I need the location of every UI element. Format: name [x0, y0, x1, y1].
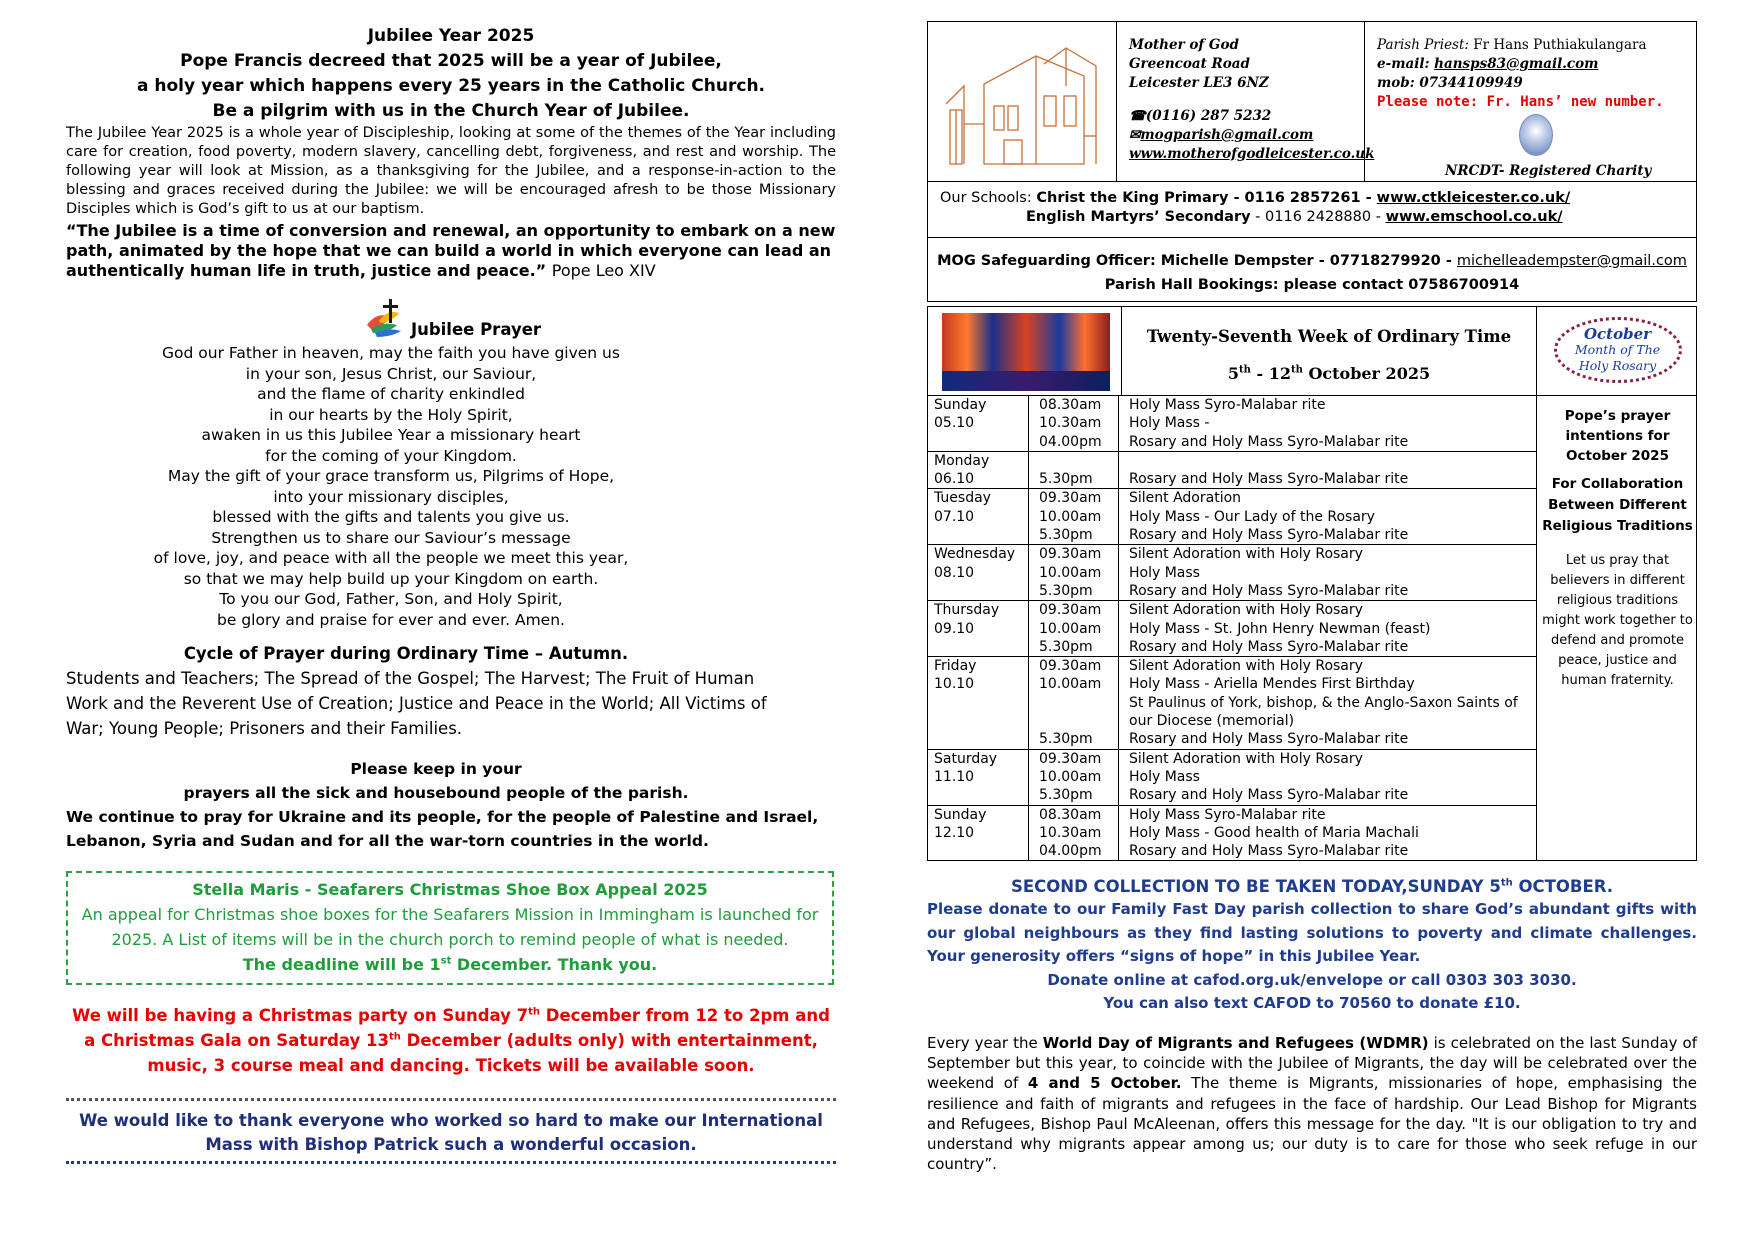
mass-time: 09.30am — [1039, 490, 1102, 507]
prayer-line: awaken in us this Jubilee Year a missionary heart — [201, 426, 581, 444]
mass-event: Rosary and Holy Mass Syro-Malabar rite — [1129, 787, 1409, 804]
prayer-line: in your son, Jesus Christ, our Saviour, — [245, 364, 537, 383]
stella-deadline — [78, 952, 822, 977]
mass-time: 04.00pm — [1039, 843, 1102, 860]
priest-line — [1377, 36, 1698, 55]
mass-event: Holy Mass Syro-Malabar rite — [1129, 806, 1326, 823]
date-text: October 2025 — [1302, 364, 1431, 383]
schedule-day — [928, 489, 1029, 544]
xmas-text: December (adults only) with entertainment, music, 3 course meal and dancing. Tickets will be available soon. — [147, 1031, 818, 1075]
stella-maris-box — [66, 871, 834, 985]
schedule-times — [1029, 396, 1119, 451]
jubilee-prayer — [66, 343, 716, 630]
mass-time — [1039, 452, 1118, 470]
mass-event: Silent Adoration — [1129, 490, 1242, 507]
safeguarding-line — [928, 249, 1696, 273]
keep-line: Please keep in your — [350, 760, 522, 778]
mass-time: 5.30pm — [1039, 582, 1093, 599]
schedule-day — [928, 657, 1029, 748]
pope-intention: For Collaboration Between Different Religious Traditions — [1542, 476, 1693, 534]
mass-event: Rosary and Holy Mass Syro-Malabar rite — [1129, 731, 1409, 748]
prayer-line: God our Father in heaven, may the faith you have given us — [162, 344, 620, 362]
date-text: - 12 — [1250, 364, 1291, 383]
day-date: 12.10 — [934, 824, 975, 841]
schedule-times — [1029, 489, 1119, 544]
priest-number-note: Please note: Fr. Hans’ new number. — [1377, 94, 1664, 110]
hall-bookings: Parish Hall Bookings: please contact 07586700914 — [1104, 277, 1520, 293]
migrants-notice — [927, 1033, 1697, 1174]
mass-time: 08.30am — [1039, 806, 1102, 823]
deadline-text: The deadline will be 1 — [242, 955, 441, 974]
mass-event: Holy Mass - — [1129, 415, 1210, 432]
jubilee-quote — [66, 221, 836, 281]
deadline-sup: st — [440, 955, 452, 967]
mass-time: 10.30am — [1039, 415, 1102, 432]
mass-event: Holy Mass — [1129, 768, 1200, 785]
jubilee-line: Be a pilgrim with us in the Church Year of Jubilee. — [212, 101, 690, 121]
parish-phone: (0116) 287 5232 — [1145, 108, 1272, 124]
collection-text-donate: You can also text CAFOD to 70560 to donate £10. — [1103, 993, 1521, 1012]
mass-time: 09.30am — [1039, 602, 1102, 619]
priest-name: Fr Hans Puthiakulangara — [1468, 37, 1647, 53]
date-text: 5 — [1227, 364, 1240, 383]
week-title: Twenty-Seventh Week of Ordinary Time — [1146, 327, 1512, 346]
day-name: Wednesday — [934, 546, 1016, 563]
secondary-school — [940, 208, 1696, 227]
schedule-events — [1119, 750, 1537, 805]
mass-time: 5.30pm — [1039, 527, 1093, 544]
mass-time: 04.00pm — [1039, 433, 1102, 450]
phone-icon: ☎ — [1129, 108, 1146, 124]
mass-event: Silent Adoration with Holy Rosary — [1129, 602, 1363, 619]
prayer-header — [66, 295, 836, 339]
day-name: Tuesday — [934, 490, 991, 507]
priest-mobile: mob: 07344109949 — [1377, 75, 1523, 91]
mass-time: 09.30am — [1039, 658, 1102, 675]
migrants-bold: World Day of Migrants and Refugees (WDMR) — [1042, 1033, 1429, 1052]
priest-email-line — [1377, 55, 1698, 74]
divider — [66, 1098, 836, 1101]
parish-address — [1117, 22, 1375, 181]
mass-event: Rosary and Holy Mass Syro-Malabar rite — [1129, 638, 1409, 655]
charity-note: NRCDT- Registered Charity — [1445, 163, 1652, 179]
week-header — [927, 306, 1697, 396]
week-image-cell — [928, 307, 1122, 395]
mass-time: 10.00am — [1039, 768, 1102, 785]
mass-time: 09.30am — [1039, 546, 1102, 563]
rosary-month: October — [1583, 325, 1652, 343]
mass-time — [1039, 712, 1118, 730]
mass-time: 10.00am — [1039, 620, 1102, 637]
mass-event: Silent Adoration with Holy Rosary — [1129, 658, 1363, 675]
schedule-events — [1119, 657, 1537, 748]
day-name: Monday — [934, 452, 990, 469]
schedule-day — [928, 396, 1029, 451]
schedule-row — [928, 601, 1536, 657]
mass-event: Holy Mass - St. John Henry Newman (feast) — [1129, 620, 1431, 637]
mass-event — [1129, 452, 1537, 470]
day-date: 10.10 — [934, 676, 975, 693]
mass-time: 10.00am — [1039, 508, 1102, 525]
xmas-sup: th — [389, 1031, 401, 1043]
mass-event: Holy Mass - Our Lady of the Rosary — [1129, 508, 1375, 525]
stella-body: An appeal for Christmas shoe boxes for the Seafarers Mission in Immingham is launched for 2025. A List of items will be in the church porch to remind people of what is needed. — [81, 905, 819, 949]
schedule-times — [1029, 657, 1119, 748]
day-name: Saturday — [934, 750, 998, 767]
keep-line: prayers all the sick and housebound people of the parish. — [183, 784, 689, 802]
prayer-line: into your missionary disciples, — [273, 487, 509, 506]
mass-time: 10.30am — [1039, 824, 1102, 841]
mass-time: 5.30pm — [1039, 787, 1093, 804]
christmas-notice — [66, 1003, 836, 1078]
schedule-day — [928, 452, 1029, 489]
mass-time: 10.00am — [1039, 676, 1102, 693]
mass-event: Holy Mass - Ariella Mendes First Birthday — [1129, 676, 1415, 693]
migrants-bold: 4 and 5 October. — [1027, 1074, 1182, 1093]
mass-event: Silent Adoration with Holy Rosary — [1129, 546, 1363, 563]
safeguarding-email-link[interactable]: michelleadempster@gmail.com — [1456, 253, 1687, 269]
schedule-events — [1119, 545, 1537, 600]
divider — [66, 1161, 836, 1164]
pope-heading: Pope’s prayer intentions for October 2025 — [1564, 408, 1671, 464]
prayer-line: and the flame of charity enkindled — [257, 385, 525, 403]
schedule-times — [1029, 750, 1119, 805]
thanks-notice: We would like to thank everyone who worked so hard to make our International Mass with Bishop Patrick such a wonderful occasion. — [79, 1111, 823, 1154]
prayer-line: Strengthen us to share our Saviour’s message — [211, 528, 571, 547]
xmas-text: December from 12 to 2pm and a Christmas Gala on Saturday 13 — [84, 1006, 830, 1050]
primary-school — [940, 189, 1696, 208]
mass-time: 5.30pm — [1039, 731, 1093, 748]
collection-body: Please donate to our Family Fast Day parish collection to share God’s abundant gifts with our global neighbours as they find lasting solutions to poverty and climate challenges. Your generosity offers “signs of hope” in this Jubilee Year. — [927, 900, 1697, 966]
stella-title: Stella Maris - Seafarers Christmas Shoe Box Appeal 2025 — [192, 880, 708, 899]
schedule-events — [1119, 806, 1537, 861]
cycle-body: Students and Teachers; The Spread of the Gospel; The Harvest; The Fruit of Human Work and the Reverent Use of Creation; Justice and Peace in the World; All Victims of War; Young People; Prisoners and their Families. — [66, 669, 767, 738]
mass-event: Rosary and Holy Mass Syro-Malabar rite — [1129, 527, 1409, 544]
schedule-events — [1119, 452, 1537, 489]
parish-website-link[interactable]: www.motherofgodleicester.co.uk — [1129, 146, 1375, 162]
mass-time — [1039, 694, 1118, 712]
mass-event: Rosary and Holy Mass Syro-Malabar rite — [1129, 471, 1409, 488]
church-street: Greencoat Road — [1129, 56, 1250, 72]
jubilee-line: Pope Francis decreed that 2025 will be a year of Jubilee, — [180, 51, 722, 71]
schools-info — [927, 182, 1697, 238]
day-name: Sunday — [934, 806, 987, 823]
day-date: 11.10 — [934, 768, 975, 785]
migrants-text: Every year the — [927, 1033, 1043, 1052]
church-city: Leicester LE3 6NZ — [1129, 75, 1269, 91]
prayer-line: May the gift of your grace transform us, Pilgrims of Hope, — [167, 467, 615, 485]
collection-head-text: SECOND COLLECTION TO BE TAKEN TODAY,SUNDAY 5 — [1010, 877, 1501, 897]
jubilee-title: Jubilee Year 2025 — [367, 26, 535, 46]
schedule-events — [1119, 489, 1537, 544]
mass-event: St Paulinus of York, bishop, & the Anglo-Saxon Saints of — [1129, 694, 1518, 711]
email-line — [1129, 126, 1364, 145]
pope-text: Let us pray that believers in different religious traditions might work together to defend and promote peace, justice and human fraternity. — [1542, 553, 1693, 688]
parish-email[interactable]: mogparish@gmail.com — [1140, 127, 1314, 143]
priest-label: Parish Priest: — [1377, 37, 1469, 53]
phone-line — [1129, 107, 1364, 126]
schedule-day — [928, 806, 1029, 861]
date-sup: th — [1239, 364, 1251, 376]
mass-time: 10.00am — [1039, 564, 1102, 581]
schedule-times — [1029, 806, 1119, 861]
mass-time: 08.30am — [1039, 397, 1102, 413]
collection-head-sup: th — [1500, 877, 1513, 889]
mass-event: Rosary and Holy Mass Syro-Malabar rite — [1129, 582, 1409, 599]
priest-email-link[interactable]: hansps83@gmail.com — [1434, 56, 1599, 72]
schedule-events — [1119, 601, 1537, 656]
jubilee-heading — [66, 24, 836, 124]
rosary-month-badge — [1554, 317, 1682, 383]
mass-schedule — [927, 396, 1697, 861]
xmas-text: We will be having a Christmas party on Sunday 7 — [72, 1006, 529, 1025]
day-date: 07.10 — [934, 508, 975, 525]
mass-event: Holy Mass - Good health of Maria Machali — [1129, 824, 1419, 841]
schedule-day — [928, 750, 1029, 805]
war-prayer: We continue to pray for Ukraine and its people, for the people of Palestine and Israel, Lebanon, Syria and Sudan and for all the war-torn countries in the world. — [66, 808, 819, 850]
schedule-events — [1119, 396, 1537, 451]
week-dates — [1122, 364, 1536, 383]
day-name: Sunday — [934, 397, 987, 413]
rosary-line: Holy Rosary — [1578, 358, 1657, 373]
migrants-text: The theme is Migrants, missionaries of hope, emphasising the resilience and faith of migrants and refugees in the face of hardship. Our Lead Bishop for Migrants and Refugees, Bishop Paul McAleenan, offers this message for the day. "It is our obligation to try and understand why migrants appear among us; our duty is to care for those who seek refuge in our country”. — [927, 1074, 1697, 1174]
migrants-text: is celebrated on the last Sunday of September but this year, to coincide with the Jubilee of Migrants, the day will be celebrated over the weekend of — [927, 1033, 1698, 1093]
week-title-cell — [1122, 307, 1537, 395]
quote-text: “The Jubilee is a time of conversion and renewal, an opportunity to embark on a new path, animated by the hope that we can build a world in which everyone can lead an authentically human life in truth, justice and peace.” — [66, 221, 836, 280]
day-date: 08.10 — [934, 564, 975, 581]
prayer-line: in our hearts by the Holy Spirit, — [269, 405, 513, 424]
day-name: Friday — [934, 658, 977, 675]
prayer-line: so that we may help build up your Kingdom on earth. — [183, 569, 599, 588]
parish-header — [927, 21, 1697, 182]
schedule-row — [928, 750, 1536, 806]
church-name: Mother of God — [1129, 37, 1239, 53]
collection-online: Donate online at cafod.org.uk/envelope or call 0303 303 3030. — [1047, 970, 1577, 989]
primary-school-link[interactable]: www.ctkleicester.co.uk/ — [1376, 190, 1571, 206]
pope-intentions — [1537, 396, 1698, 860]
secondary-school-link[interactable]: www.emschool.co.uk/ — [1385, 209, 1563, 225]
day-date: 09.10 — [934, 620, 975, 637]
secondary-school-name: English Martyrs’ Secondary — [1026, 209, 1251, 225]
xmas-sup: th — [528, 1006, 541, 1018]
jubilee-line: a holy year which happens every 25 years in the Catholic Church. — [136, 76, 766, 96]
right-page — [927, 21, 1697, 1174]
deadline-text: December. Thank you. — [451, 955, 658, 974]
church-logo-cell — [928, 22, 1117, 181]
collection-head-text: OCTOBER. — [1512, 877, 1614, 897]
envelope-icon: ✉ — [1129, 127, 1141, 143]
left-page — [66, 24, 836, 1164]
jubilee-logo-icon — [361, 295, 407, 339]
schedule-row — [928, 452, 1536, 490]
schedule-day — [928, 601, 1029, 656]
day-date: 06.10 — [934, 471, 975, 488]
collection-heading — [927, 877, 1697, 896]
primary-school-text: Christ the King Primary - 0116 2857261 - — [1036, 190, 1377, 206]
mass-event: our Diocese (memorial) — [1129, 713, 1295, 730]
jubilee-artwork-image — [942, 313, 1110, 391]
our-lady-icon — [1519, 114, 1553, 156]
church-building-icon — [944, 36, 1104, 166]
schedule-row — [928, 489, 1536, 545]
prayer-line: be glory and praise for ever and ever. Amen. — [217, 610, 565, 629]
cycle-heading: Cycle of Prayer during Ordinary Time – Autumn. — [183, 644, 629, 663]
schedule-times — [1029, 545, 1119, 600]
rosary-cell — [1537, 307, 1698, 395]
prayer-line: To you our God, Father, Son, and Holy Spirit, — [219, 590, 563, 608]
schedule-row — [928, 657, 1536, 749]
jubilee-body: The Jubilee Year 2025 is a whole year of Discipleship, looking at some of the themes of the Year including care for creation, food poverty, modern slavery, cancelling debt, forgiveness, and rest and worship. The following year will look at Mission, as a thanksgiving for the Jubilee, and a response-in-action to the blessing and graces received during the Jubilee: we will be encouraged afresh to be those Missionary Disciples which is God’s gift to us at our baptism. — [66, 125, 836, 217]
schools-label: Our Schools: — [940, 190, 1037, 206]
mass-event: Rosary and Holy Mass Syro-Malabar rite — [1129, 843, 1409, 860]
mass-event: Holy Mass Syro-Malabar rite — [1129, 397, 1326, 413]
schedule-row — [928, 545, 1536, 601]
prayer-request — [66, 757, 806, 805]
schedule-row — [928, 806, 1536, 861]
schedule-table — [928, 396, 1537, 860]
schedule-day — [928, 545, 1029, 600]
priest-email-label: e-mail: — [1377, 56, 1435, 72]
prayer-line: blessed with the gifts and talents you give us. — [212, 508, 570, 526]
secondary-school-phone: - 0116 2428880 - — [1250, 209, 1386, 225]
mass-time: 09.30am — [1039, 750, 1102, 767]
schedule-times — [1029, 452, 1119, 489]
quote-author: Pope Leo XIV — [551, 261, 656, 280]
priest-info — [1365, 22, 1698, 181]
day-date: 05.10 — [934, 415, 975, 432]
safeguarding-info — [927, 237, 1697, 302]
mass-time: 5.30pm — [1039, 638, 1093, 655]
mass-event: Holy Mass — [1129, 564, 1200, 581]
safeguarding-officer: MOG Safeguarding Officer: Michelle Dempster - 07718279920 - — [937, 253, 1457, 269]
schedule-row — [928, 396, 1536, 452]
prayer-line: for the coming of your Kingdom. — [265, 446, 517, 465]
mass-time: 5.30pm — [1039, 471, 1093, 488]
rosary-line: Month of The — [1574, 342, 1661, 357]
mass-event: Rosary and Holy Mass Syro-Malabar rite — [1129, 433, 1409, 450]
prayer-title: Jubilee Prayer — [410, 320, 542, 339]
prayer-line: of love, joy, and peace with all the people we meet this year, — [153, 549, 629, 567]
date-sup: th — [1290, 364, 1303, 376]
day-name: Thursday — [934, 602, 1000, 619]
schedule-times — [1029, 601, 1119, 656]
mass-event: Silent Adoration with Holy Rosary — [1129, 750, 1363, 767]
